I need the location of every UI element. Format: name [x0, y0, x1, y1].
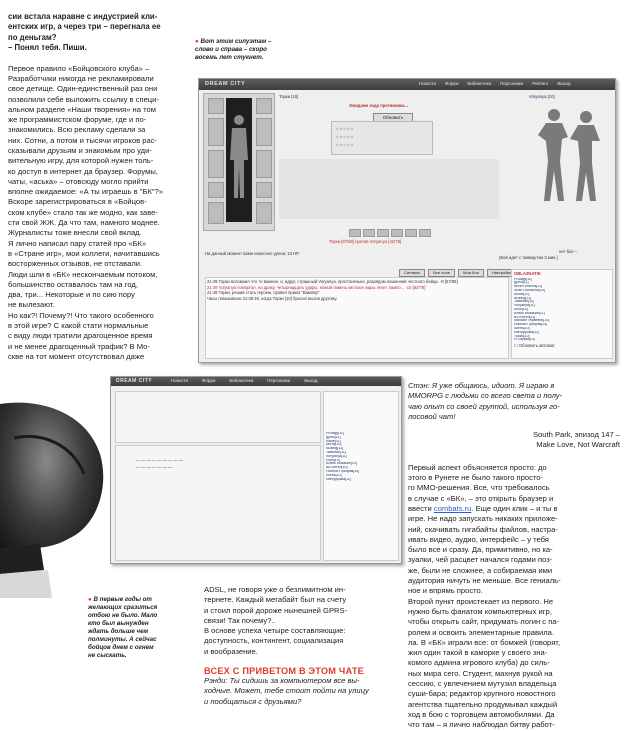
- game-menu-2: [171, 378, 317, 383]
- right-column-line-b-5: зуалки, чей расцвет начался годами поз-: [408, 555, 553, 565]
- auto-refresh-label: Обновить автомат.: [518, 342, 556, 348]
- online-user-item-2[interactable]: zhun[10]: [326, 458, 340, 462]
- online-user-item[interactable]: Я Салим[10]: [514, 338, 535, 342]
- stan-quote-line-4: лосовой чат!: [408, 411, 456, 421]
- left-column-line-17: Журналисты тоже внесли свой вклад.: [8, 228, 142, 238]
- game-menu-item-2-5[interactable]: Выход: [304, 378, 318, 383]
- right-column-line-b-3: ивать видео, аудио, интерфейс – у тебя: [408, 534, 549, 544]
- battle-log-line: Часы показывали 21:38:49, когда Торки [10] бросил вызов другому.: [207, 295, 338, 301]
- online-user-item-2[interactable]: taJking[11]: [326, 447, 344, 451]
- game-brand-logo-2: DREAM CITY: [116, 378, 153, 384]
- middle-column: [204, 585, 404, 707]
- online-users-list-2: [324, 392, 398, 481]
- online-user-item-2[interactable]: Prodigy[11]: [326, 432, 344, 435]
- stan-quote-line-1: Стэн: Я уже общаюсь, идиот. Я играю в: [408, 381, 555, 390]
- left-column-line-25: Но как?! Почему?! Что такого особенного: [8, 310, 154, 320]
- left-column-line-14: Вскоре зарегистрироваться в «Бойцов-: [8, 197, 147, 207]
- middle-column-line-4: связи! Так почему?..: [204, 615, 276, 625]
- online-user-item-2[interactable]: Talisman[11]: [326, 450, 346, 454]
- right-column-line-b-11: чтобы открыть сайт, придумать логин с па-: [408, 617, 560, 627]
- online-users-title: OBLAZNATIK: [514, 271, 541, 276]
- online-users-panel-2: [323, 391, 399, 561]
- online-user-item[interactable]: Prodigy[11]: [514, 277, 532, 281]
- fighter-right-name[interactable]: Voryanya [10]: [529, 94, 555, 99]
- online-user-item-2[interactable]: осень[10]: [326, 473, 342, 477]
- right-column-line-b-19: агентства тщательно продумывал каждый: [408, 699, 558, 709]
- left-column-line-11: ко доступ в интернет да браузер. Форумы,: [8, 166, 158, 176]
- left-column-line-16: сти свой ЖЖ. Да что там, намного моднее.: [8, 218, 160, 228]
- quote-source-line-2: Make Love, Not Warcraft: [536, 440, 620, 450]
- left-column-line-22: большинство оставалось там на год,: [8, 279, 138, 289]
- left-column-line-2: Разработчики никогда не рекламировали: [8, 73, 154, 83]
- middle-column-line-3: и стоил порой дороже нынешней GPRS-: [204, 605, 348, 615]
- caption-glove-line-3: отбою не было. Мало: [88, 612, 158, 619]
- caption-glove-line-5: ждать дольше чем: [88, 628, 149, 635]
- caption-glove: [88, 596, 200, 660]
- fighter-left-name[interactable]: Торки [10]: [279, 94, 299, 99]
- online-user-item[interactable]: Voryanya[11]: [514, 304, 535, 308]
- game-menu-item-1[interactable]: Новости: [419, 81, 436, 86]
- battle-area-2: [115, 391, 321, 443]
- left-column-line-20: восторженных отзывов, не отставали.: [8, 259, 143, 269]
- link-line: [408, 504, 620, 514]
- caption-glove-line-1: В первые годы от: [93, 596, 152, 603]
- online-user-item-2[interactable]: Алекс Исаакин[10]: [326, 462, 357, 466]
- online-user-item[interactable]: Во Интел[11]: [514, 315, 536, 319]
- game-menu-item-5[interactable]: Рейтинг: [532, 81, 549, 86]
- online-user-item[interactable]: seven emmns[11]: [514, 285, 543, 289]
- lead-line-2: ентских игр, а через три – перегнала ее: [8, 22, 161, 32]
- lead-line-4: – Понял тебя. Пиши.: [8, 43, 87, 53]
- left-column-line-24: не вылезают.: [8, 300, 55, 310]
- left-column-line-10: вительную игру, для которой нужен толь-: [8, 156, 154, 166]
- caption-glove-line-2: желающих сразиться: [88, 604, 158, 611]
- online-user-item-2[interactable]: снегурушка[11]: [326, 477, 351, 481]
- left-column-line-7: знакомились. Всю рекламу сделали за: [8, 125, 146, 135]
- game-menu-item-3[interactable]: Библиотека: [467, 81, 492, 86]
- left-column-line-23: два, три... Некоторые и по сию пору: [8, 290, 135, 300]
- refresh-button[interactable]: Обновить: [373, 113, 413, 123]
- inventory-slot-amulet[interactable]: [256, 182, 272, 198]
- right-column-line-b-1: игре. Не надо запускать никаких приложе-: [408, 514, 558, 524]
- right-column-line-b-13: ла. В «БК» играли все: от бомжей (говорят,: [408, 637, 561, 647]
- left-column-line-1: Первое правило «Бойцовского клуба» –: [8, 63, 150, 73]
- online-user-item-2[interactable]: Kaifal[11]: [326, 439, 341, 443]
- online-user-item[interactable]: снегурушка[11]: [514, 330, 539, 334]
- stan-quote-line-2: MMORPG с людьми со всего света и полу-: [408, 391, 563, 401]
- right-column-line-b-6: же, были не сложнее, а собираемая ими: [408, 565, 553, 575]
- right-column-line-b-21: что там – я лично наблюдал битву работ-: [408, 720, 555, 730]
- character-portrait: [226, 98, 252, 222]
- left-column-line-28: и не менее драгоценный трафик? В Мо-: [8, 341, 150, 351]
- left-column-line-19: в «Стране игр», мои коллеги, начитавшись: [8, 248, 160, 258]
- right-column-line-b-18: суши-бара; редактор крупного новостного: [408, 689, 556, 699]
- left-column-line-15: ском клубе» стало так же модно, как заве-: [8, 207, 158, 217]
- left-column-line-27: с виду люди тратили драгоценное время: [8, 331, 153, 341]
- inventory-slot-weapon[interactable]: [208, 118, 224, 146]
- right-column-line-b-4: было все и сразу. Да, примитивно, но ка-: [408, 545, 553, 555]
- inventory-slot-boots[interactable]: [208, 202, 224, 224]
- game-menu-item-2-3[interactable]: Библиотека: [229, 378, 254, 383]
- right-column-line-b-20: ход в бою с торговцем автомобилями. Да: [408, 709, 555, 719]
- fight-timeout-note: (Бой идет с таймаутом 3 мин.): [499, 255, 558, 260]
- inventory-slot-gloves[interactable]: [256, 118, 272, 146]
- battle-log: [205, 277, 509, 359]
- right-column-line-2: этого в Рунете не было такого просто-: [408, 473, 544, 483]
- middle-column-line-6: доступность, контингент, социализация: [204, 636, 344, 646]
- game-menu-item-2-4[interactable]: Персонажи: [267, 378, 291, 383]
- online-users-panel: [511, 269, 613, 359]
- online-user-item[interactable]: taJking[11]: [514, 296, 532, 300]
- online-user-item[interactable]: zhun[10]: [514, 307, 528, 311]
- online-user-item-2[interactable]: Ночной Призрак[10]: [326, 469, 360, 473]
- combats-link[interactable]: combats.ru: [433, 503, 472, 513]
- caption-top-line-2: слово и справа – скоро: [195, 46, 267, 53]
- online-user-item[interactable]: gytnu[11]: [514, 281, 529, 285]
- chat-tab-4[interactable]: Настройки: [487, 269, 517, 277]
- stan-quote-line-3: чаю опыт со своей группой, используя го-: [408, 401, 560, 411]
- chat-tab-2[interactable]: Все поле: [428, 269, 455, 277]
- right-column-line-b-2: ний, скачивать гигабайты файлов, настра-: [408, 524, 558, 534]
- online-user-item[interactable]: Shan Goodnina[10]: [514, 288, 545, 292]
- caption-glove-line-6: полминуты. А сейчас: [88, 636, 157, 643]
- battle-log-line: 21:49 Voryanya поморгал, на драку, четырнадцать удары, новый ливень кистьюн жары лезет лампо... -10 [82/78]: [207, 284, 426, 290]
- chat-tabs: [399, 269, 516, 277]
- left-column-line-8: них. Сотни, а потом и тысячи игроков рас-: [8, 135, 158, 145]
- lead-line-3: по деньгам?: [8, 32, 57, 42]
- auto-refresh-checkbox[interactable]: ☐ Обновить автомат.: [514, 342, 556, 348]
- game-brand-logo: DREAM CITY: [205, 81, 246, 87]
- middle-column-line-5: В основе успеха четыре составляющие:: [204, 626, 346, 636]
- caption-glove-line-7: бойцов днем с огнем: [88, 644, 154, 651]
- game-topbar: [199, 79, 615, 90]
- left-column-line-4: позволили себе выложить ссылку в специ-: [8, 94, 159, 104]
- game-screenshot-main: [198, 78, 616, 363]
- game-menu-item-2-1[interactable]: Новости: [171, 378, 188, 383]
- link-prefix: ввести: [408, 503, 434, 513]
- link-suffix: . Еще один клик – и ты в: [471, 503, 558, 513]
- left-column-line-6: же программистском форуме, где и по-: [8, 115, 147, 125]
- right-column-line-b-16: ных мира сего. Студент, махнув рукой на: [408, 668, 553, 678]
- right-column-line-3: го MMO-решения. Все, что требовалось: [408, 483, 550, 493]
- online-user-item[interactable]: Торки[10]: [514, 334, 530, 338]
- caption-top-line-3: восемь лет стукнет.: [195, 54, 264, 61]
- damage-summary: На данный момент вами нанесено урона: 13 HP.: [205, 251, 300, 256]
- left-column-line-3: свое детище. Один-единственный раз они: [8, 84, 158, 94]
- caption-top: [195, 38, 305, 62]
- left-column-line-5: альном разделе «Наши творения» на том: [8, 104, 156, 114]
- left-column-line-9: сказывали друзьям и знакомым про уди-: [8, 146, 152, 155]
- game-menu-item-4[interactable]: Персонажи: [500, 81, 524, 86]
- left-column-line-13: вполне ожидаемое: «А ты играешь в "БК"?»: [8, 187, 164, 197]
- right-column-line-b-15: комого админа игрового клуба) до силь-: [408, 658, 550, 668]
- left-column-body: [8, 64, 188, 363]
- middle-column-body: [204, 585, 404, 657]
- right-column-line-b-8: ное и впрямь просто.: [408, 586, 483, 596]
- game-menu: [419, 81, 570, 86]
- online-user-item[interactable]: Ночной Призрак[10]: [514, 323, 548, 327]
- chat-heading: ВСЕХ С ПРИВЕТОМ В ЭТОМ ЧАТЕ: [204, 666, 364, 677]
- right-column-line-b-7: аудитория ничуть не меньше. Все гениаль-: [408, 576, 561, 586]
- chat-tab-1[interactable]: Сигналы: [399, 269, 425, 277]
- inventory-slot-helmet[interactable]: [208, 98, 224, 114]
- online-user-item[interactable]: Алекс Исаакин[11]: [514, 311, 545, 315]
- inventory-slot-belt[interactable]: [208, 182, 224, 198]
- red-dot-icon-2: ●: [88, 596, 92, 603]
- inventory-slot-extra[interactable]: [256, 202, 272, 224]
- red-dot-icon: ●: [195, 38, 199, 45]
- wait-message: Ожидаем хода противника...: [349, 103, 408, 108]
- chat-quote-line-2: ходные. Может, тебе стоит пойти на улицу: [204, 686, 369, 696]
- silhouette-fighter-icon: [534, 101, 604, 221]
- battle-area: [279, 159, 499, 219]
- middle-column-line-1: ADSL, не говоря уже о безлимитном ин-: [204, 585, 346, 594]
- inventory-panel: [203, 93, 275, 231]
- middle-column-line-2: тернете. Каждый мегабайт был на счету: [204, 595, 347, 605]
- chat-quote-line-1: Рэнди: Ты сидишь за компьютером все вы-: [204, 676, 360, 686]
- game-menu-item-6[interactable]: Выход: [557, 81, 571, 86]
- right-column: [408, 381, 620, 731]
- online-user-item-2[interactable]: sevnk[10]: [326, 443, 342, 447]
- left-column-line-18: Я лично написал пару статей про «БК»: [8, 238, 147, 248]
- online-user-item[interactable]: ozvelt[10]: [514, 292, 530, 296]
- caption-glove-line-4: кто был вынужден: [88, 620, 149, 627]
- lead-line-1: сии встала наравне с индустрией кли-: [8, 12, 158, 21]
- right-column-line-b-17: сессию, с увлечением мутузил владельца: [408, 679, 557, 689]
- inventory-slot-shield[interactable]: [256, 98, 272, 114]
- online-user-item-2[interactable]: Во Интел[10]: [326, 466, 348, 470]
- battle-log-line: 21:49 Торки, решив стать героем, провел прием "Вампир".: [207, 290, 321, 296]
- right-column-body-1: [408, 463, 620, 504]
- versus-line: Торки [87/88] против Voryanya [42/78]: [329, 239, 402, 244]
- online-user-item[interactable]: Talisman[11]: [514, 300, 534, 304]
- online-user-item-2[interactable]: Voryanya[11]: [326, 454, 347, 458]
- online-user-item-2[interactable]: gytnu[11]: [326, 435, 341, 439]
- inventory-slot-armor[interactable]: [208, 150, 224, 178]
- stats-row: [349, 229, 431, 237]
- chat-area-2: — — — — — — — — — — — — — — — —: [115, 445, 321, 561]
- caption-top-line-1: Вот этим силуэтам –: [200, 38, 272, 45]
- left-column-line-12: чаты, «аська» – отовсюду могло прийти: [8, 176, 149, 186]
- attack-zones: ○ ○ ○ ○ ○ ○ ○ ○ ○ ○ ○ ○ ○ ○ ○: [331, 121, 433, 155]
- left-column-line-26: в этой игре? С какой стати нормальные: [8, 321, 149, 331]
- right-column-line-b-14: жил один такой в каморке у своего зна-: [408, 648, 548, 658]
- left-column-line-29: скве на тот момент отсутствовал даже: [8, 351, 145, 361]
- right-column-body-2: [408, 514, 620, 730]
- game-topbar-2: [111, 377, 401, 386]
- chat-tab-3[interactable]: Мои бои: [458, 269, 484, 277]
- quote-source-line-1: South Park, эпизод 147 –: [532, 430, 620, 440]
- right-column-line-4: в случае с «БК», – это открыть браузер и: [408, 493, 554, 503]
- online-user-item[interactable]: осень[10]: [514, 326, 530, 330]
- left-column-line-21: Люди шли в «БК» нескончаемым потоком,: [8, 269, 158, 279]
- game-menu-item-2[interactable]: Форум: [445, 81, 459, 86]
- right-column-line-b-10: нужно быть фанатом компьютерных игр,: [408, 606, 552, 616]
- right-column-line-1: Первый аспект объясняется просто: до: [408, 462, 547, 472]
- game-menu-item-2-2[interactable]: Форум: [202, 378, 216, 383]
- middle-column-line-7: и вообразение.: [204, 646, 258, 656]
- game-screenshot-secondary: [110, 376, 402, 564]
- no-fight-status: нет боя --: [559, 249, 578, 254]
- online-user-item[interactable]: Михаил Гераевич[10]: [514, 319, 550, 323]
- online-users-list: [512, 278, 612, 342]
- right-column-line-b-12: ролем и освоить элементарные правила.: [408, 627, 555, 637]
- caption-glove-line-8: не сыскать.: [88, 652, 127, 659]
- battle-log-line: 21:49 Торки вспомнил что то важное, и, вдруг, страшный Voryanya, простоненько, разрядом лишенний честного бойца. -8 [57/88]: [207, 279, 458, 284]
- boxing-glove-image: [0, 398, 110, 598]
- left-column: [8, 12, 188, 362]
- chat-quote-line-3: и пообщаться с друзьями?: [204, 696, 302, 706]
- right-column-line-b-9: Второй пункт проистекает из первого. Не: [408, 596, 554, 606]
- inventory-slot-ring[interactable]: [256, 150, 272, 178]
